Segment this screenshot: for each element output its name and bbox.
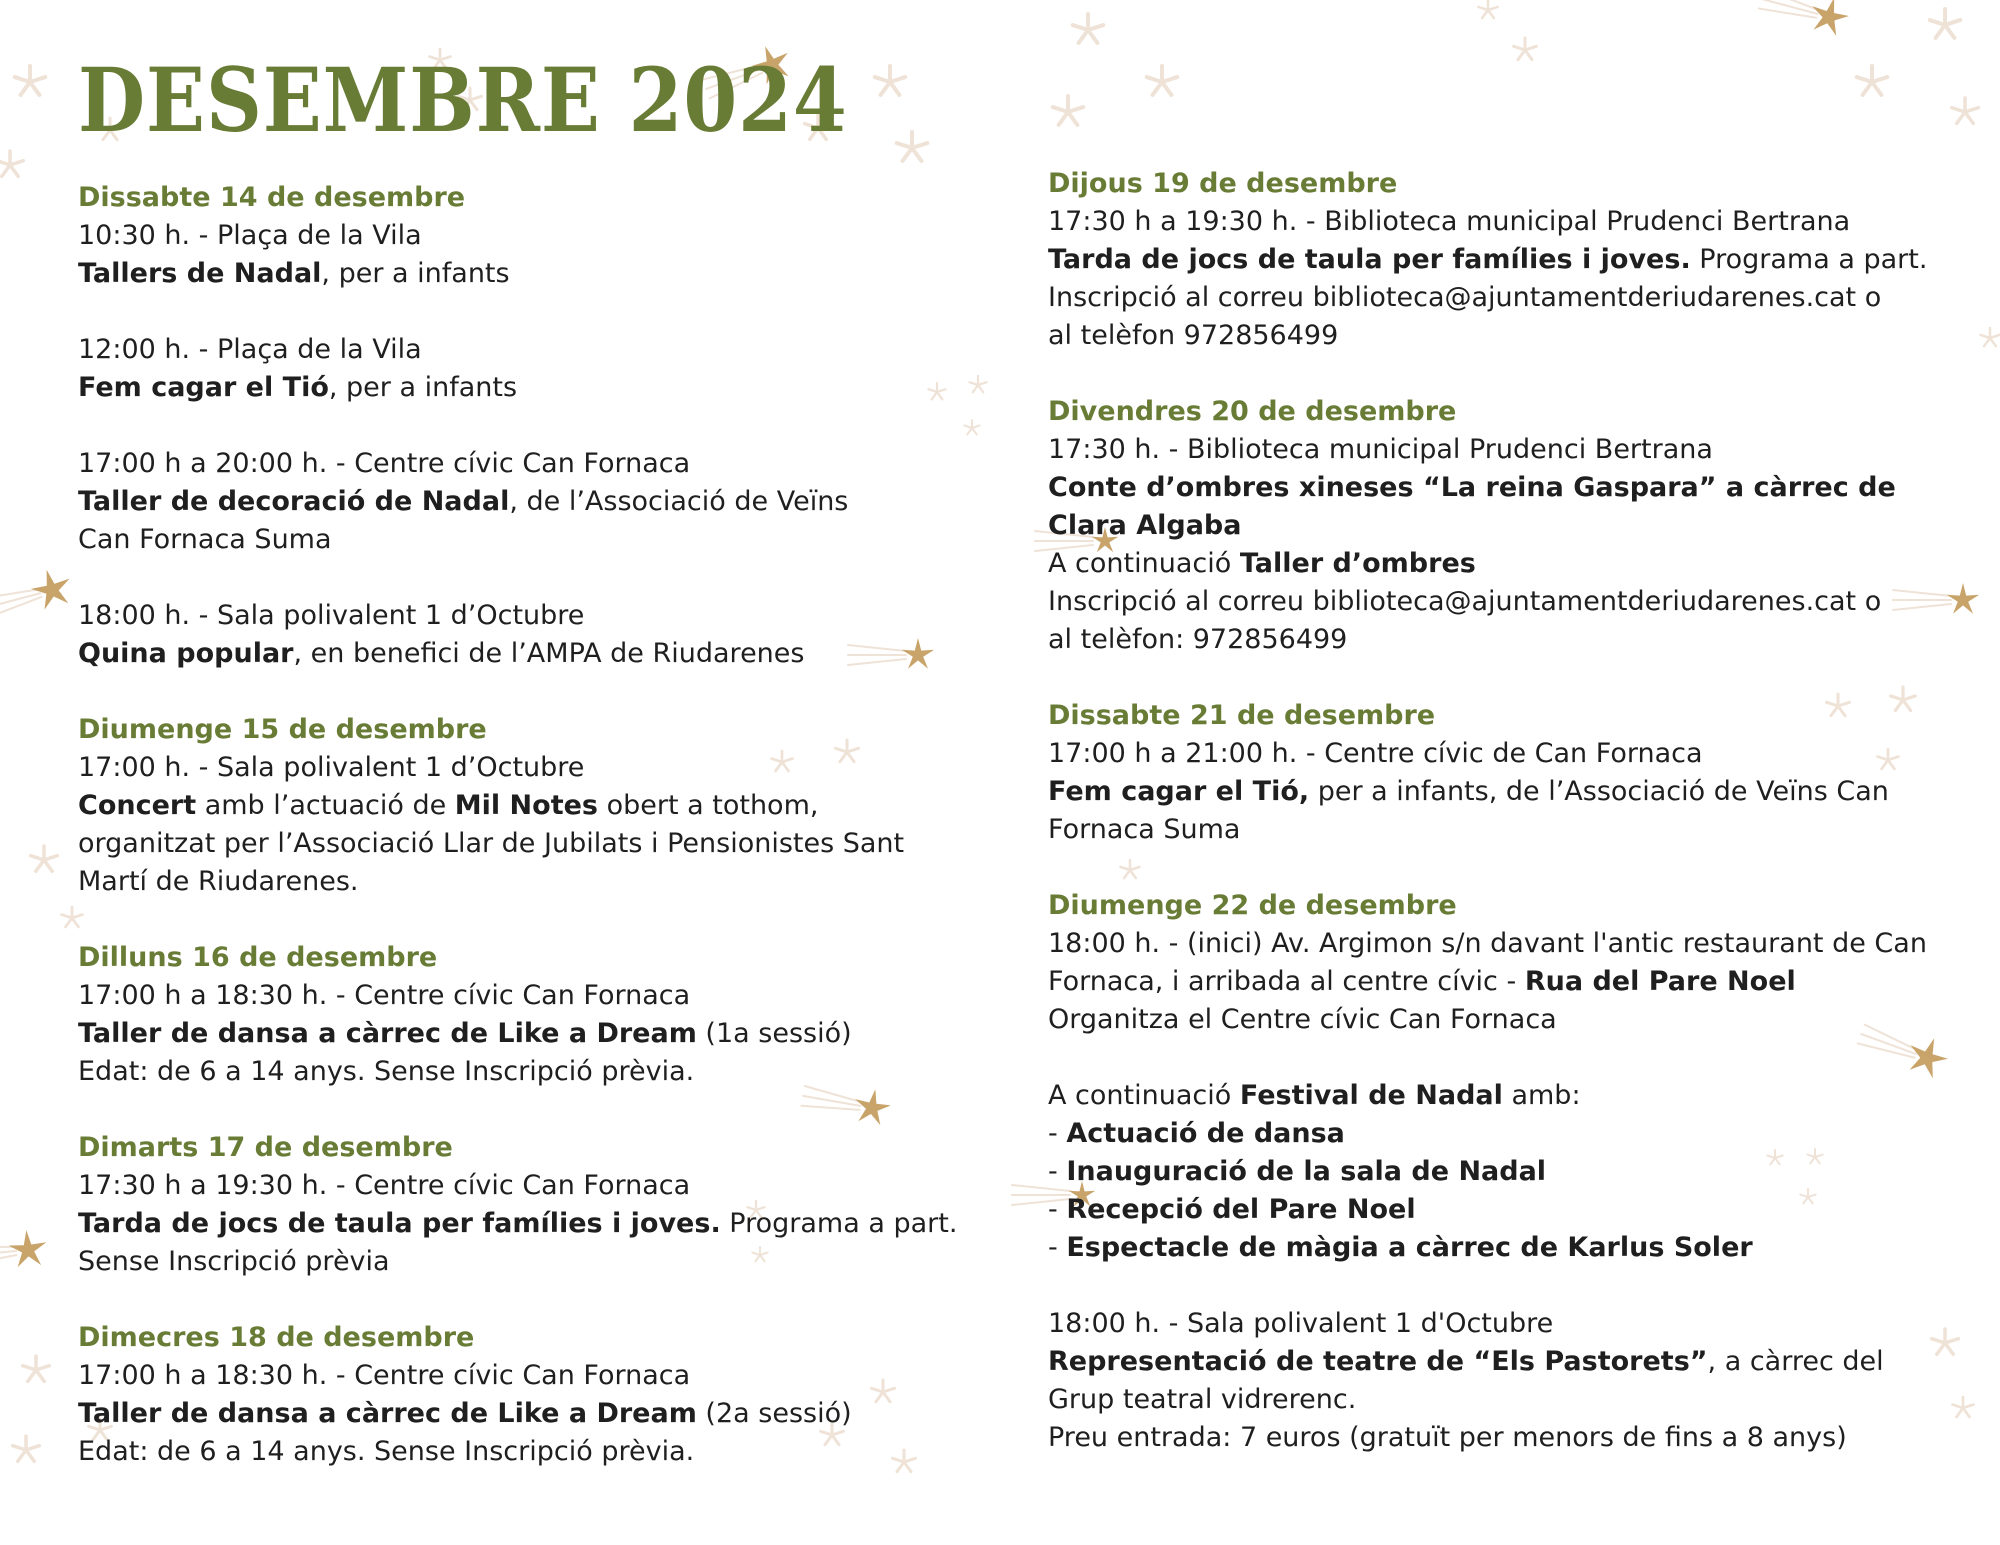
event-note: Sense Inscripció prèvia <box>78 1246 390 1277</box>
list-dash: - <box>1048 1194 1067 1225</box>
day-heading: Divendres 20 de desembre <box>1048 396 1457 427</box>
event-description <box>78 369 978 407</box>
event-time: 18:00 h. - Sala polivalent 1 d'Octubre <box>1048 1308 1554 1339</box>
list-item <box>1048 1115 1948 1153</box>
small-star-icon <box>1073 14 1103 43</box>
list-dash: - <box>1048 1156 1067 1187</box>
event-description <box>78 635 978 673</box>
event-time: 17:00 h a 18:30 h. - Centre cívic Can Fornaca <box>78 1360 691 1391</box>
small-star-icon <box>875 66 905 95</box>
event-detail: (1a sessió) <box>696 1018 852 1049</box>
event-description <box>78 787 958 901</box>
event-time <box>1048 925 1948 1001</box>
event-detail: Programa a part. <box>1690 244 1928 275</box>
event-title: Taller de dansa a càrrec de Like a Dream <box>78 1398 697 1429</box>
day-heading: Dijous 19 de desembre <box>1048 168 1398 199</box>
day-sunday-15 <box>78 711 978 901</box>
event-description <box>1048 241 1948 279</box>
event-detail: , en benefici de l’AMPA de Riudarenes <box>293 638 805 669</box>
shooting-star-icon <box>0 570 70 618</box>
day-monday-16 <box>78 939 978 1091</box>
event-title: Conte d’ombres xineses “La reina Gaspara” a càrrec de Clara Algaba <box>1048 472 1896 541</box>
performer-name: Mil Notes <box>454 790 598 821</box>
small-star-icon <box>1952 98 1979 123</box>
day-heading: Diumenge 22 de desembre <box>1048 890 1457 921</box>
event-title: Representació de teatre de “Els Pastorets” <box>1048 1346 1708 1377</box>
event-description <box>78 1205 978 1243</box>
event-time: 18:00 h. - Sala polivalent 1 d’Octubre <box>78 600 585 631</box>
event-time: 17:30 h a 19:30 h. - Biblioteca municipal Prudenci Bertrana <box>1048 206 1851 237</box>
festival-intro <box>1048 1077 1948 1115</box>
small-star-icon <box>31 846 58 871</box>
list-item-label: Recepció del Pare Noel <box>1066 1194 1416 1225</box>
small-star-icon <box>23 1356 50 1381</box>
small-star-icon <box>1980 328 1999 346</box>
event-detail: , per a infants <box>321 258 510 289</box>
event-continuation <box>1048 545 1948 583</box>
event-note: Edat: de 6 a 14 anys. Sense Inscripció prèvia. <box>78 1436 695 1467</box>
event-title: Taller de decoració de Nadal <box>78 486 510 517</box>
event-description <box>1048 1343 1918 1419</box>
event-time: 17:00 h a 21:00 h. - Centre cívic de Can Fornaca <box>1048 738 1703 769</box>
event-detail: , a càrrec del Grup teatral vidrerenc. <box>1048 1346 1884 1415</box>
event-time: 12:00 h. - Plaça de la Vila <box>78 334 422 365</box>
event-note: Edat: de 6 a 14 anys. Sense Inscripció prèvia. <box>78 1056 695 1087</box>
event-description <box>1048 469 1928 545</box>
day-heading: Diumenge 15 de desembre <box>78 714 487 745</box>
event-detail: per a infants, de l’Associació de Veïns Can Fornaca Suma <box>1048 776 1889 845</box>
event-title: Rua del Pare Noel <box>1524 966 1796 997</box>
event-description <box>1048 773 1898 849</box>
event-time: 17:00 h a 20:00 h. - Centre cívic Can Fornaca <box>78 448 691 479</box>
event-detail: obert a tothom, organitzat per l’Associació Llar de Jubilats i Pensionistes Sant Martí de Riudarenes. <box>78 790 905 897</box>
event-title: Fem cagar el Tió <box>78 372 329 403</box>
continuation-label: A continuació <box>1048 1080 1240 1111</box>
event-title: Quina popular <box>78 638 294 669</box>
event-time: 10:30 h. - Plaça de la Vila <box>78 220 422 251</box>
list-item <box>1048 1191 1948 1229</box>
small-star-icon <box>1147 66 1177 95</box>
event-time: 17:00 h a 18:30 h. - Centre cívic Can Fornaca <box>78 980 691 1011</box>
event-description <box>78 1015 978 1053</box>
day-saturday-14 <box>78 179 978 673</box>
day-heading: Dissabte 14 de desembre <box>78 182 466 213</box>
event-detail: Programa a part. <box>720 1208 958 1239</box>
event-organizer: Organitza el Centre cívic Can Fornaca <box>1048 1004 1557 1035</box>
day-heading: Dissabte 21 de desembre <box>1048 700 1436 731</box>
list-dash: - <box>1048 1118 1067 1149</box>
festival-title: Festival de Nadal <box>1239 1080 1503 1111</box>
day-saturday-21 <box>1048 697 1948 849</box>
list-item-label: Espectacle de màgia a càrrec de Karlus Soler <box>1066 1232 1753 1263</box>
day-thursday-19 <box>1048 165 1948 355</box>
event-title: Tallers de Nadal <box>78 258 322 289</box>
event-description <box>78 255 978 293</box>
shooting-star-icon <box>0 1230 46 1267</box>
small-star-icon <box>1953 1397 1974 1417</box>
list-dash: - <box>1048 1232 1067 1263</box>
small-star-icon <box>15 66 45 95</box>
small-star-icon <box>1514 38 1537 60</box>
event-detail: (2a sessió) <box>696 1398 852 1429</box>
event-title: Taller d’ombres <box>1239 548 1476 579</box>
event-title: Fem cagar el Tió, <box>1048 776 1310 807</box>
event-detail: amb: <box>1502 1080 1581 1111</box>
event-detail: , per a infants <box>328 372 518 403</box>
small-star-icon <box>0 151 23 176</box>
event-note: Inscripció al correu biblioteca@ajuntamentderiudarenes.cat o al telèfon: 972856499 <box>1048 586 1882 655</box>
list-item <box>1048 1153 1948 1191</box>
list-item-label: Actuació de dansa <box>1066 1118 1345 1149</box>
page-title: DESEMBRE 2024 <box>78 48 848 152</box>
event-title: Tarda de jocs de taula per famílies i joves. <box>1048 244 1691 275</box>
list-item <box>1048 1229 1948 1267</box>
event-price: Preu entrada: 7 euros (gratuït per menors de fins a 8 anys) <box>1048 1422 1847 1453</box>
small-star-icon <box>1930 9 1960 38</box>
event-detail: amb l’actuació de <box>196 790 455 821</box>
small-star-icon <box>1053 96 1083 125</box>
day-tuesday-17 <box>78 1129 978 1281</box>
right-column <box>1048 165 1948 1495</box>
event-time: 17:30 h a 19:30 h. - Centre cívic Can Fornaca <box>78 1170 691 1201</box>
left-column <box>78 179 978 1509</box>
small-star-icon <box>13 1436 40 1461</box>
small-star-icon <box>1857 66 1887 95</box>
small-star-icon <box>1478 0 1497 18</box>
event-title: Tarda de jocs de taula per famílies i joves. <box>78 1208 721 1239</box>
day-wednesday-18 <box>78 1319 978 1471</box>
event-title: Taller de dansa a càrrec de Like a Dream <box>78 1018 697 1049</box>
day-friday-20 <box>1048 393 1948 659</box>
small-star-icon <box>897 132 927 161</box>
event-description <box>78 483 908 559</box>
list-item-label: Inauguració de la sala de Nadal <box>1066 1156 1547 1187</box>
event-time: 17:30 h. - Biblioteca municipal Prudenci Bertrana <box>1048 434 1713 465</box>
day-heading: Dimecres 18 de desembre <box>78 1322 475 1353</box>
day-heading: Dilluns 16 de desembre <box>78 942 438 973</box>
event-detail: 18:00 h. - (inici) Av. Argimon s/n davant l'antic restaurant de Can Fornaca, i arribada al centre cívic - <box>1048 928 1927 997</box>
event-title: Concert <box>78 790 197 821</box>
event-note: Inscripció al correu biblioteca@ajuntamentderiudarenes.cat o al telèfon 972856499 <box>1048 282 1882 351</box>
event-description <box>78 1395 978 1433</box>
event-detail: , de l’Associació de Veïns Can Fornaca Suma <box>78 486 849 555</box>
continuation-label: A continuació <box>1048 548 1240 579</box>
shooting-star-icon <box>1759 0 1849 36</box>
day-sunday-22 <box>1048 887 1948 1457</box>
event-time: 17:00 h. - Sala polivalent 1 d’Octubre <box>78 752 585 783</box>
day-heading: Dimarts 17 de desembre <box>78 1132 453 1163</box>
